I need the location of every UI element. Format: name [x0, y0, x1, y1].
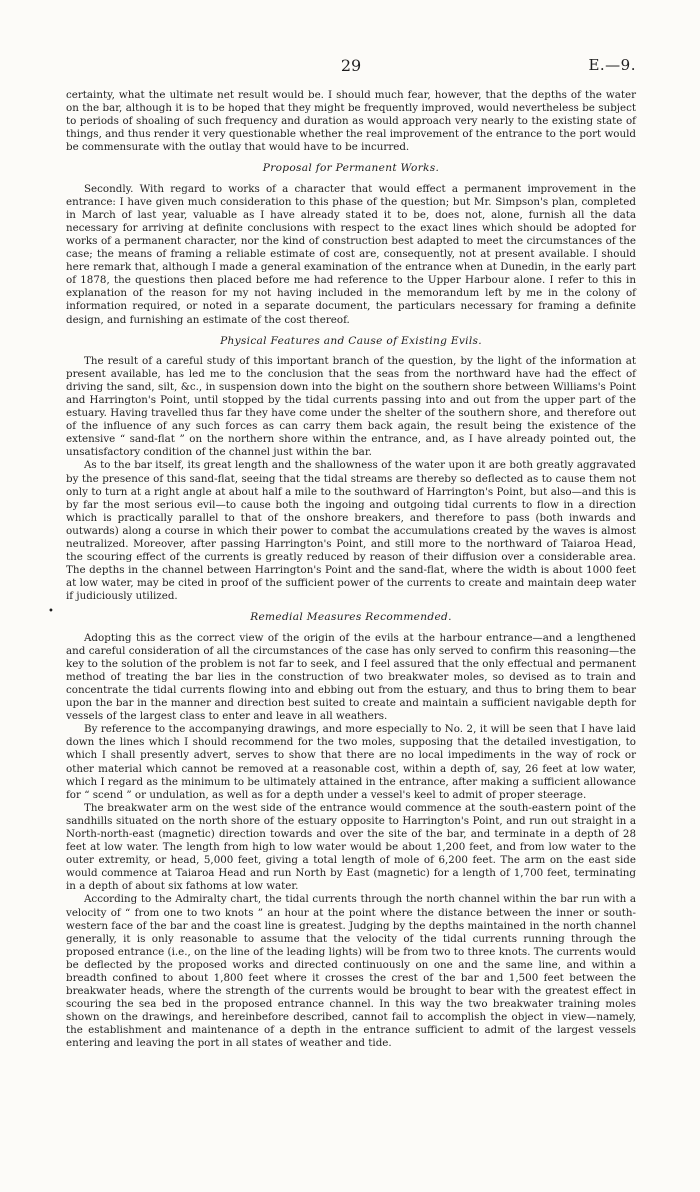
paragraph: The breakwater arm on the west side of the entrance would commence at the south-eastern point of the sandhills situated on the north shore of the estuary opposite to Harrington's Point, and run out straight in a North-north-east (magnetic) direction towards and over the site of the bar, and terminate in a depth of 28 feet at low water. The length from high to low water would be about 1,200 feet, and from low water to the outer extremity, or head, 5,000 feet, giving a total length of mole of 6,200 feet. The arm on the east side would commence at Taiaroa Head and run North by East (magnetic) for a length of 1,700 feet, terminating in a depth of about six fathoms at low water. — [66, 801, 636, 893]
paragraph: certainty, what the ultimate net result would be. I should much fear, however, that the depths of the water on the bar, although it is to be hoped that they might be frequently improved, would nevertheless be subject to periods of shoaling of such frequency and duration as would approach very nearly to the existing state of things, and thus render it very questionable whether the real improvement of the entrance to the port would be commensurate with the outlay that would have to be incurred. — [66, 89, 636, 154]
paragraph: Adopting this as the correct view of the origin of the evils at the harbour entrance—and a lengthened and careful consideration of all the circumstances of the case has only served to confirm this reasoning—the key to the solution of the problem is not far to seek, and I feel assured that the only effectual and permanent method of treating the bar lies in the construction of two breakwater moles, so devised as to train and concentrate the tidal currents flowing into and ebbing out from the estuary, and thus to bring them to bear upon the bar in the manner and direction best suited to create and maintain a sufficient navigable depth for vessels of the largest class to enter and leave in all weathers. — [66, 631, 636, 723]
paragraph: By reference to the accompanying drawings, and more especially to No. 2, it will be seen that I have laid down the lines which I should recommend for the two moles, supposing that the detailed investigation, to which I shall presently advert, serves to show that there are no local impediments in the way of rock or other material which cannot be removed at a reasonable cost, within a depth of, say, 26 feet at low water, which I regard as the minimum to be ultimately attained in the entrance, after making a sufficient allowance for “ scend ” or undulation, as well as for a depth under a vessel's keel to admit of proper steerage. — [66, 723, 636, 801]
section-heading-permanent-works: Proposal for Permanent Works. — [262, 162, 440, 175]
section-heading-physical-features: Physical Features and Cause of Existing Evils. — [220, 334, 482, 347]
section-heading-remedial-measures: Remedial Measures Recommended. — [250, 611, 452, 624]
body-text — [66, 89, 636, 1051]
paragraph: According to the Admiralty chart, the tidal currents through the north channel within the bar run with a velocity of “ from one to two knots ” an hour at the point where the distance between the inner or south-western face of the bar and the coast line is greatest. Judging by the depths maintained in the north channel generally, it is only reasonable to assume that the velocity of the tidal currents running through the proposed entrance (i.e., on the line of the leading lights) will be from two to three knots. The currents would be deflected by the proposed works and directed continuously on one and the same line, and within a breadth confined to about 1,800 feet where it crosses the crest of the bar and 1,500 feet between the breakwater heads, where the strength of the currents would be brought to bear with the greatest effect in scouring the sea bed in the proposed entrance channel. In this way the two breakwater training moles shown on the drawings, and hereinbefore described, cannot fail to accomplish the object in view—namely, the establishment and maintenance of a depth in the entrance sufficient to admit of the largest vessels entering and leaving the port in all states of weather and tide. — [66, 893, 636, 1050]
document-reference: E.—9. — [588, 56, 636, 74]
page-number: 29 — [340, 56, 362, 75]
paragraph: The result of a careful study of this important branch of the question, by the light of the information at present available, has led me to the conclusion that the seas from the northward have had the effect of driving the sand, silt, &c., in suspension down into the bight on the southern shore between Williams's Point and Harrington's Point, until stopped by the tidal currents passing into and out from the upper part of the estuary. Having travelled thus far they have come under the shelter of the southern shore, and therefore out of the influence of any such forces as can carry them back again, the result being the existence of the extensive “ sand-flat ” on the northern shore within the entrance, and, as I have already pointed out, the unsatisfactory condition of the channel just within the bar. — [66, 354, 636, 459]
paragraph: Secondly. With regard to works of a character that would effect a permanent improvement in the entrance: I have given much consideration to this phase of the question; but Mr. Simpson's plan, completed in March of last year, valuable as I have already stated it to be, does not, alone, furnish all the data necessary for arriving at definite conclusions with respect to the exact lines which should be adopted for works of a permanent character, nor the kind of construction best adapted to meet the circumstances of the case; the means of framing a reliable estimate of cost are, consequently, not at present available. I should here remark that, although I made a general examination of the entrance when at Dunedin, in the early part of 1878, the questions then placed before me had reference to the Upper Harbour alone. I refer to this in explanation of the reason for my not having included in the memorandum left by me in the colony of information required, or noted in a separate document, the particulars necessary for framing a definite design, and furnishing an estimate of the cost thereof. — [66, 182, 636, 326]
paragraph: As to the bar itself, its great length and the shallowness of the water upon it are both greatly aggravated by the presence of this sand-flat, seeing that the tidal streams are thereby so deflected as to cause them not only to turn at a right angle at about half a mile to the southward of Harrington's Point, but also—and this is by far the most serious evil—to cause both the ingoing and outgoing tidal currents to flow in a direction which is practically parallel to that of the onshore breakers, and therefore to pass (both inwards and outwards) along a course in which their power to combat the accumulations created by the waves is almost neutralized. Moreover, after passing Harrington's Point, and still more to the northward of Taiaroa Head, the scouring effect of the currents is greatly reduced by reason of their diffusion over a considerable area. The depths in the channel between Harrington's Point and the sand-flat, where the width is about 1000 feet at low water, may be cited in proof of the sufficient power of the currents to create and maintain deep water if judiciously utilized. — [66, 459, 636, 603]
margin-mark: • — [48, 606, 54, 617]
page-header — [66, 56, 636, 78]
